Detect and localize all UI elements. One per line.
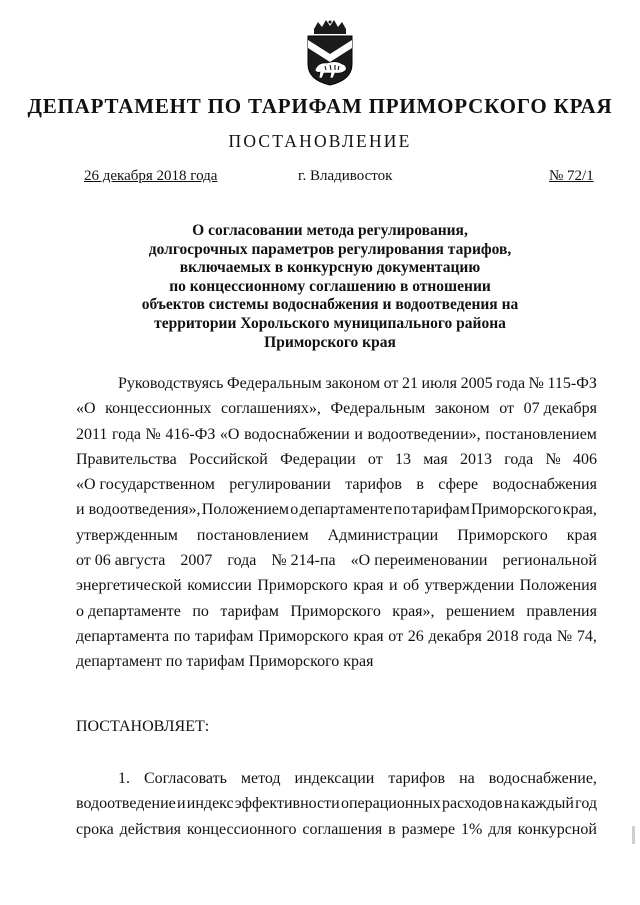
text-line — [76, 766, 597, 791]
word: № 214-па — [271, 552, 336, 570]
word: каждый — [520, 795, 574, 813]
word: тарифов — [388, 770, 446, 787]
text-line — [76, 817, 597, 842]
word: Российской — [188, 450, 268, 468]
subject-line: долгосрочных параметров регулирования тарифов, — [148, 240, 512, 258]
decree-subject — [100, 222, 560, 352]
text-line — [76, 649, 597, 674]
word: региональной — [502, 552, 597, 570]
subject-line: О согласовании метода регулирования, — [192, 222, 468, 239]
word: 26 — [407, 627, 424, 645]
word: Федерации — [280, 450, 356, 468]
text-line — [76, 497, 597, 522]
word: Приморского — [257, 577, 348, 595]
decree-number: № 72/1 — [549, 168, 594, 184]
word: 1. — [118, 770, 130, 787]
word: 1% — [461, 820, 483, 838]
word: Положением — [201, 501, 289, 519]
word: расходов — [441, 795, 503, 813]
word: Положения — [519, 577, 597, 595]
word: края — [353, 577, 384, 595]
word: законом — [325, 375, 381, 392]
word: водоотведении», — [367, 425, 481, 443]
word: № — [556, 627, 573, 645]
word: Приморского — [290, 602, 381, 620]
word: и водоотведения», — [76, 501, 201, 519]
subject-line: включаемых в конкурсную документацию — [179, 259, 481, 277]
word: 2018 — [486, 627, 519, 645]
word: водоснабжении — [244, 425, 350, 443]
word: от — [367, 450, 383, 468]
word: для — [488, 820, 512, 838]
word: соглашения — [302, 820, 383, 838]
word: утвержденным — [76, 526, 178, 544]
word: 07 декабря — [523, 400, 597, 418]
text-line — [76, 422, 597, 447]
word: тарифов — [345, 476, 402, 494]
word: Администрации — [327, 526, 439, 544]
word: соглашениях», — [221, 400, 321, 418]
word: постановлением — [196, 526, 309, 544]
word: концессионных — [105, 400, 212, 418]
word: края, — [562, 501, 597, 519]
text-line — [76, 396, 597, 421]
text-line — [76, 447, 597, 472]
resolves-heading: ПОСТАНОВЛЯЕТ: — [76, 718, 210, 735]
word: тарифам — [411, 501, 470, 519]
word: действия — [119, 820, 181, 838]
word: метод — [240, 770, 281, 787]
text-line — [76, 472, 597, 497]
word: размере — [401, 820, 456, 838]
word: утверждении — [424, 577, 515, 595]
text-line — [76, 573, 597, 598]
word: от 06 августа — [76, 552, 166, 570]
text-line — [76, 599, 597, 624]
word: года — [504, 450, 534, 468]
word: по — [192, 602, 209, 620]
word: департамента — [76, 627, 170, 645]
word: от — [499, 400, 514, 418]
word: Федеральным — [227, 375, 322, 392]
word: департаменте — [299, 501, 393, 519]
text-line — [76, 523, 597, 548]
word: на — [503, 795, 520, 813]
word: № — [145, 425, 161, 443]
word: и — [176, 795, 186, 813]
crown-icon — [314, 20, 346, 34]
preamble-paragraph — [76, 371, 597, 675]
subject-line: по концессионному соглашению в отношении — [169, 277, 491, 295]
word: 21 — [401, 375, 418, 392]
word: № — [528, 375, 544, 392]
word: эффективности — [234, 795, 340, 813]
department-title: ДЕПАРТАМЕНТ ПО ТАРИФАМ ПРИМОРСКОГО КРАЯ — [27, 94, 613, 118]
word: 74, — [576, 627, 597, 645]
word: края — [566, 526, 597, 544]
word: «О государственном — [76, 476, 215, 494]
text-line — [76, 624, 597, 649]
word: года — [111, 425, 141, 443]
word: об — [403, 577, 420, 595]
word: на — [459, 770, 475, 787]
word: № — [545, 450, 561, 468]
word: 2011 — [76, 425, 108, 443]
word: комиссии — [187, 577, 252, 595]
text-line — [76, 548, 597, 573]
word: правления — [526, 602, 597, 620]
word: регулировании — [229, 476, 331, 494]
word: индексации — [294, 770, 375, 787]
word: тарифам — [220, 602, 279, 620]
word: сфере — [438, 476, 479, 494]
word: мая — [423, 450, 448, 468]
word: решением — [446, 602, 515, 620]
word: 406 — [572, 450, 597, 468]
word: постановлением — [485, 425, 597, 443]
word: 13 — [394, 450, 411, 468]
word: края», — [392, 602, 435, 620]
word: от — [383, 375, 399, 392]
word: срока — [76, 820, 114, 838]
word: Приморского — [457, 526, 548, 544]
word: водоотведение — [76, 795, 176, 813]
word: года — [496, 375, 526, 392]
word: департамент по тарифам Приморского края — [76, 653, 374, 671]
word: 2005 — [460, 375, 493, 392]
word: тарифам — [195, 627, 254, 645]
word: Согласовать — [143, 770, 227, 787]
word: от — [388, 627, 404, 645]
word: в — [416, 476, 424, 494]
clause-1 — [76, 766, 597, 842]
scan-edge-mark — [632, 826, 635, 844]
word: по — [173, 627, 191, 645]
word: и — [388, 577, 398, 595]
word: индекс — [186, 795, 234, 813]
text-line — [76, 371, 597, 396]
word: по — [393, 501, 411, 519]
word: Руководствуясь — [118, 375, 224, 392]
word: «О — [76, 400, 96, 418]
word: 416-ФЗ — [165, 425, 216, 443]
word: Приморского — [470, 501, 562, 519]
word: Правительства — [76, 450, 177, 468]
decree-date: 26 декабря 2018 года — [84, 168, 218, 184]
word: 2013 — [459, 450, 492, 468]
word: «О переименовании — [350, 552, 488, 570]
word: в — [388, 820, 396, 838]
coat-of-arms-icon — [300, 20, 360, 86]
word: и — [354, 425, 363, 443]
word: водоснабжение, — [488, 770, 597, 787]
word: июля — [421, 375, 458, 392]
word: года — [227, 552, 257, 570]
word: законом — [434, 400, 490, 418]
word: о — [290, 501, 299, 519]
decree-city: г. Владивосток — [298, 168, 393, 184]
document-type: ПОСТАНОВЛЕНИЕ — [228, 131, 412, 151]
word: энергетической — [76, 577, 182, 595]
word: края — [353, 627, 384, 645]
word: 115-ФЗ — [547, 375, 597, 392]
word: конкурсной — [517, 820, 597, 838]
word: Федеральным — [330, 400, 426, 418]
word: год — [575, 795, 597, 813]
word: операционных — [340, 795, 441, 813]
word: Приморского — [258, 627, 349, 645]
word: декабря — [428, 627, 482, 645]
subject-line: территории Хорольского муниципального района — [154, 314, 506, 332]
word: 2007 — [180, 552, 213, 570]
word: о департаменте — [76, 602, 181, 620]
word: года — [523, 627, 553, 645]
subject-line: Приморского края — [264, 333, 396, 351]
word: «О — [219, 425, 240, 443]
subject-line: объектов системы водоснабжения и водоотведения на — [141, 296, 519, 314]
word: водоснабжения — [492, 476, 597, 494]
text-line — [76, 791, 597, 816]
word: концессионного — [186, 820, 297, 838]
